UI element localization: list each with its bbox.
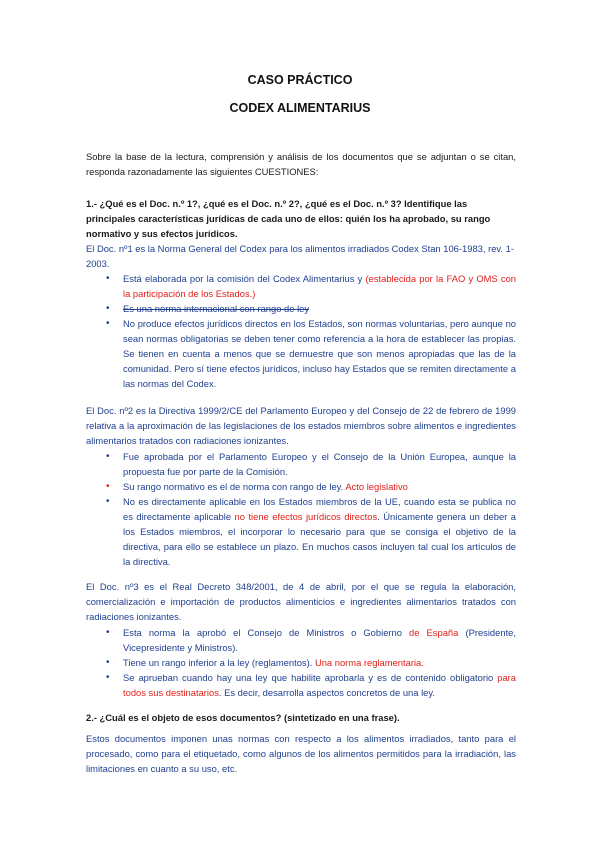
doc2-bullet-list [86, 449, 516, 569]
bullet-text: Está elaborada por la comisión del Codex Alimentarius y [123, 273, 366, 284]
document-title: CASO PRÁCTICO [247, 73, 353, 87]
bullet-highlight: Una norma reglamentaria. [314, 657, 424, 668]
bullet-highlight: (establecida por la FAO y OMS con la participación de los Estados.) [123, 273, 517, 299]
question-2-answer: Estos documentos imponen unas normas con respecto a los alimentos irradiados, tanto para el procesado, como para el etiquetado, como algunos de los alimentos permitidos para la irradiación, las limitaciones en cuanto a su uso, etc. [86, 733, 516, 774]
question-1: 1.- ¿Qué es el Doc. n.º 1?, ¿qué es el Doc. n.º 2?, ¿qué es el Doc. n.º 3? Identifique las principales características jurídicas de cada uno de ellos: quién los ha aprobado, su rango normativo y sus efectos jurídicos. [86, 198, 491, 239]
bullet-text: . Únicamente genera un deber a los Estados miembros, el incorporar lo necesario para que se consiga el objetivo de la directiva, para ello se establece un plazo. En muchos casos incluyen tal cual los artículos de la directiva. [123, 511, 517, 567]
list-item [86, 625, 516, 655]
bullet-text: Esta norma la aprobó el Consejo de Ministros o Gobierno [123, 627, 410, 638]
list-item [86, 670, 516, 700]
bullet-icon: • [106, 451, 110, 462]
question-2: 2.- ¿Cuál es el objeto de esos documentos? (sintetizado en una frase). [86, 712, 400, 723]
list-item [86, 316, 516, 391]
bullet-text: Tiene un rango inferior a la ley (reglamentos). [123, 657, 315, 668]
doc1-bullet-list [86, 271, 516, 391]
list-item [86, 271, 516, 301]
list-item [86, 655, 516, 670]
list-item [86, 449, 516, 479]
bullet-highlight: de España [409, 627, 459, 638]
bullet-icon: • [106, 672, 110, 683]
bullet-text: Se aprueban cuando hay una ley que habilite aprobarla y es de contenido obligatorio [123, 672, 498, 683]
doc3-intro: El Doc. nº3 es el Real Decreto 348/2001, de 4 de abril, por el que se regula la elaboración, comercialización e importación de productos alimenticios e ingredientes alimentarios tratados con radiaciones ionizantes. [86, 581, 516, 622]
bullet-highlight: Acto legislativo [345, 481, 408, 492]
bullet-icon: • [106, 481, 110, 492]
bullet-icon: • [106, 496, 110, 507]
list-item [86, 301, 516, 316]
document-subtitle: CODEX ALIMENTARIUS [229, 101, 371, 115]
bullet-icon: • [106, 627, 110, 638]
list-item [86, 494, 516, 569]
bullet-text: (Presidente, Vicepresidente y Ministros). [123, 627, 516, 653]
doc2-intro: El Doc. nº2 es la Directiva 1999/2/CE del Parlamento Europeo y del Consejo de 22 de febrero de 1999 relativa a la aproximación de las legislaciones de los estados miembros sobre alimentos e ingredientes alimentarios tratados con radiaciones ionizantes. [86, 405, 516, 446]
bullet-highlight: no tiene efectos jurídicos directos [234, 511, 378, 522]
bullet-icon: • [106, 318, 110, 329]
bullet-icon: • [106, 657, 110, 668]
bullet-text: Su rango normativo es el de norma con rango de ley. [123, 481, 346, 492]
struck-bullet-text: Es una norma internacional con rango de ley [123, 303, 310, 314]
bullet-text: No produce efectos jurídicos directos en los Estados, son normas voluntarias, pero aunque no sean normas obligatorias se deben tener como referencia a la hora de establecer las propias. Se tienen en cuenta a menos que se demuestre que son menos apropiadas que las de la comunidad. Pero sí tiene efectos jurídicos, incluso hay Estados que se remiten directamente a las normas del Codex. [123, 318, 516, 389]
bullet-text: No es directamente aplicable en los Estados miembros de la UE, cuando esta se publica no es directamente aplicable [123, 496, 516, 522]
doc3-bullet-list [86, 625, 516, 700]
list-item [86, 479, 516, 494]
doc1-intro: El Doc. nº1 es la Norma General del Codex para los alimentos irradiados Codex Stan 106-1983, rev. 1-2003. [86, 243, 514, 269]
bullet-text: Fue aprobada por el Parlamento Europeo y el Consejo de la Unión Europea, aunque la propuesta fue por parte de la Comisión. [123, 451, 516, 477]
bullet-icon: • [106, 303, 110, 314]
bullet-icon: • [106, 273, 110, 284]
bullet-text: . Es decir, desarrolla aspectos concretos de una ley. [218, 687, 435, 698]
instructions-paragraph: Sobre la base de la lectura, comprensión y análisis de los documentos que se adjuntan o se citan, responda razonadamente las siguientes CUESTIONES: [86, 151, 516, 177]
bullet-highlight: para todos sus destinatarios [123, 672, 516, 698]
